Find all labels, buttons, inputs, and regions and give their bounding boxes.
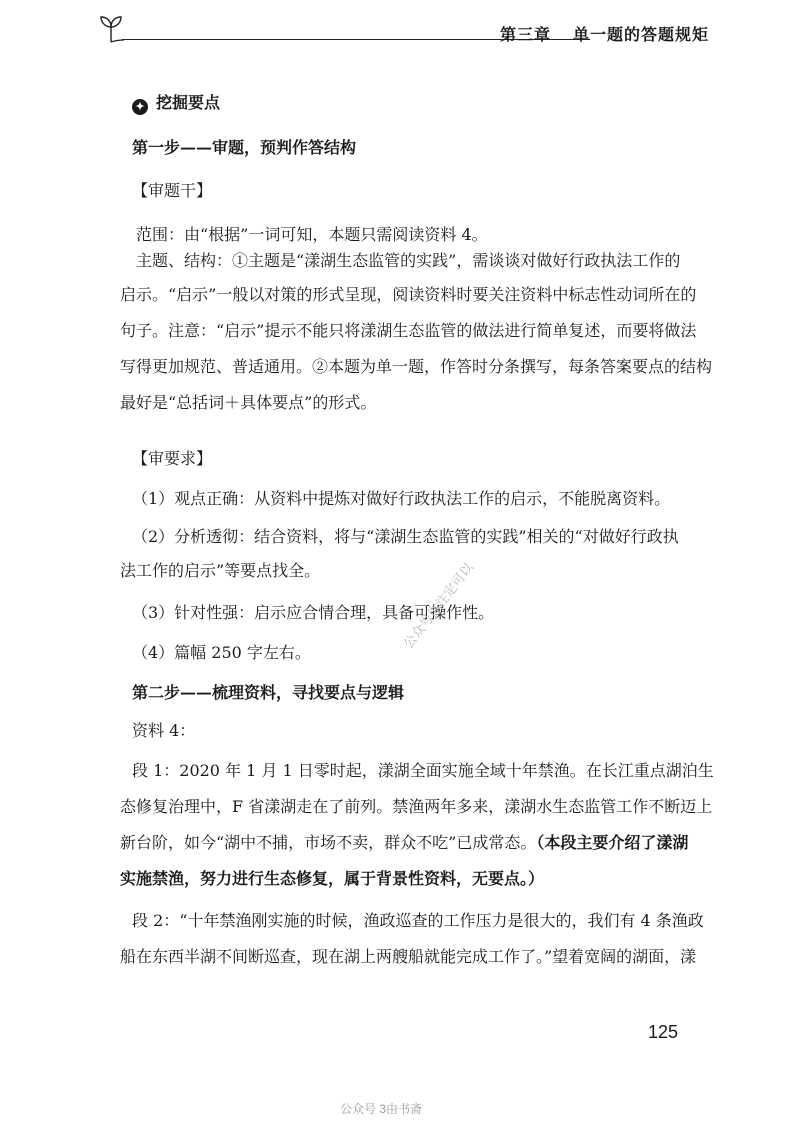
paragraph-text: 新台阶，如今“湖中不捕，市场不卖，群众不吃”已成常态。 <box>120 833 537 852</box>
step2-title: 第二步——梳理资料，寻找要点与逻辑 <box>132 683 405 702</box>
lightbulb-icon: ✦ <box>132 99 148 115</box>
chapter-title <box>500 22 709 45</box>
paragraph-note: 实施禁渔，努力进行生态修复，属于背景性资料，无要点。） <box>120 869 545 888</box>
requirement-item: （4）篇幅 250 字左右。 <box>132 643 311 662</box>
section-heading-text: 挖掘要点 <box>156 93 221 112</box>
running-header <box>98 14 710 44</box>
requirement-item: （2）分析透彻：结合资料，将与“漾湖生态监管的实践”相关的“对做好行政执 <box>132 527 679 546</box>
page-number: 125 <box>648 1022 679 1042</box>
footer-stamp: 公众号 3由书斋 <box>340 1102 423 1116</box>
paragraph-line <box>120 830 688 853</box>
watermark: 公众号你注定可以 <box>400 559 477 652</box>
structure-line: 启示。“启示”一般以对策的形式呈现，阅读资料时要关注资料中标志性动词所在的 <box>120 285 697 304</box>
review-stem-label: 【审题干】 <box>132 181 213 200</box>
paragraph-line: 段 1：2020 年 1 月 1 日零时起，漾湖全面实施全域十年禁渔。在长江重点湖泊生 <box>132 761 714 780</box>
structure-line: 主题、结构：①主题是“漾湖生态监管的实践”，需谈谈对做好行政执法工作的 <box>136 251 681 270</box>
paragraph-line: 态修复治理中，F 省漾湖走在了前列。禁渔两年多来，漾湖水生态监管工作不断迈上 <box>120 797 713 816</box>
paragraph-line: 船在东西半湖不间断巡查，现在湖上两艘船就能完成工作了。”望着宽阔的湖面，漾 <box>120 947 697 966</box>
section-heading <box>132 90 220 115</box>
scope-line: 范围：由“根据”一词可知，本题只需阅读资料 4。 <box>136 225 488 244</box>
structure-line: 最好是“总括词＋具体要点”的形式。 <box>120 393 377 412</box>
paragraph-note: （本段主要介绍了漾湖 <box>536 833 689 852</box>
chapter-number: 第三章 <box>500 25 552 44</box>
structure-line: 写得更加规范、普适通用。②本题为单一题，作答时分条撰写，每条答案要点的结构 <box>120 357 713 376</box>
chapter-name: 单一题的答题规矩 <box>573 25 710 44</box>
step1-title: 第一步——审题，预判作答结构 <box>132 138 357 157</box>
requirement-item: （3）针对性强：启示应合情合理，具备可操作性。 <box>132 603 495 622</box>
paragraph-line: 段 2：“十年禁渔刚实施的时候，渔政巡查的工作压力是很大的，我们有 4 条渔政 <box>132 911 704 930</box>
sprout-icon <box>98 14 124 44</box>
requirement-item: （1）观点正确：从资料中提炼对做好行政执法工作的启示，不能脱离资料。 <box>132 489 671 508</box>
structure-line: 句子。注意：“启示”提示不能只将漾湖生态监管的做法进行简单复述，而要将做法 <box>120 321 697 340</box>
material-label: 资料 4： <box>132 721 196 740</box>
review-requirements-label: 【审要求】 <box>132 449 213 468</box>
requirement-item: 法工作的启示”等要点找全。 <box>120 561 321 580</box>
